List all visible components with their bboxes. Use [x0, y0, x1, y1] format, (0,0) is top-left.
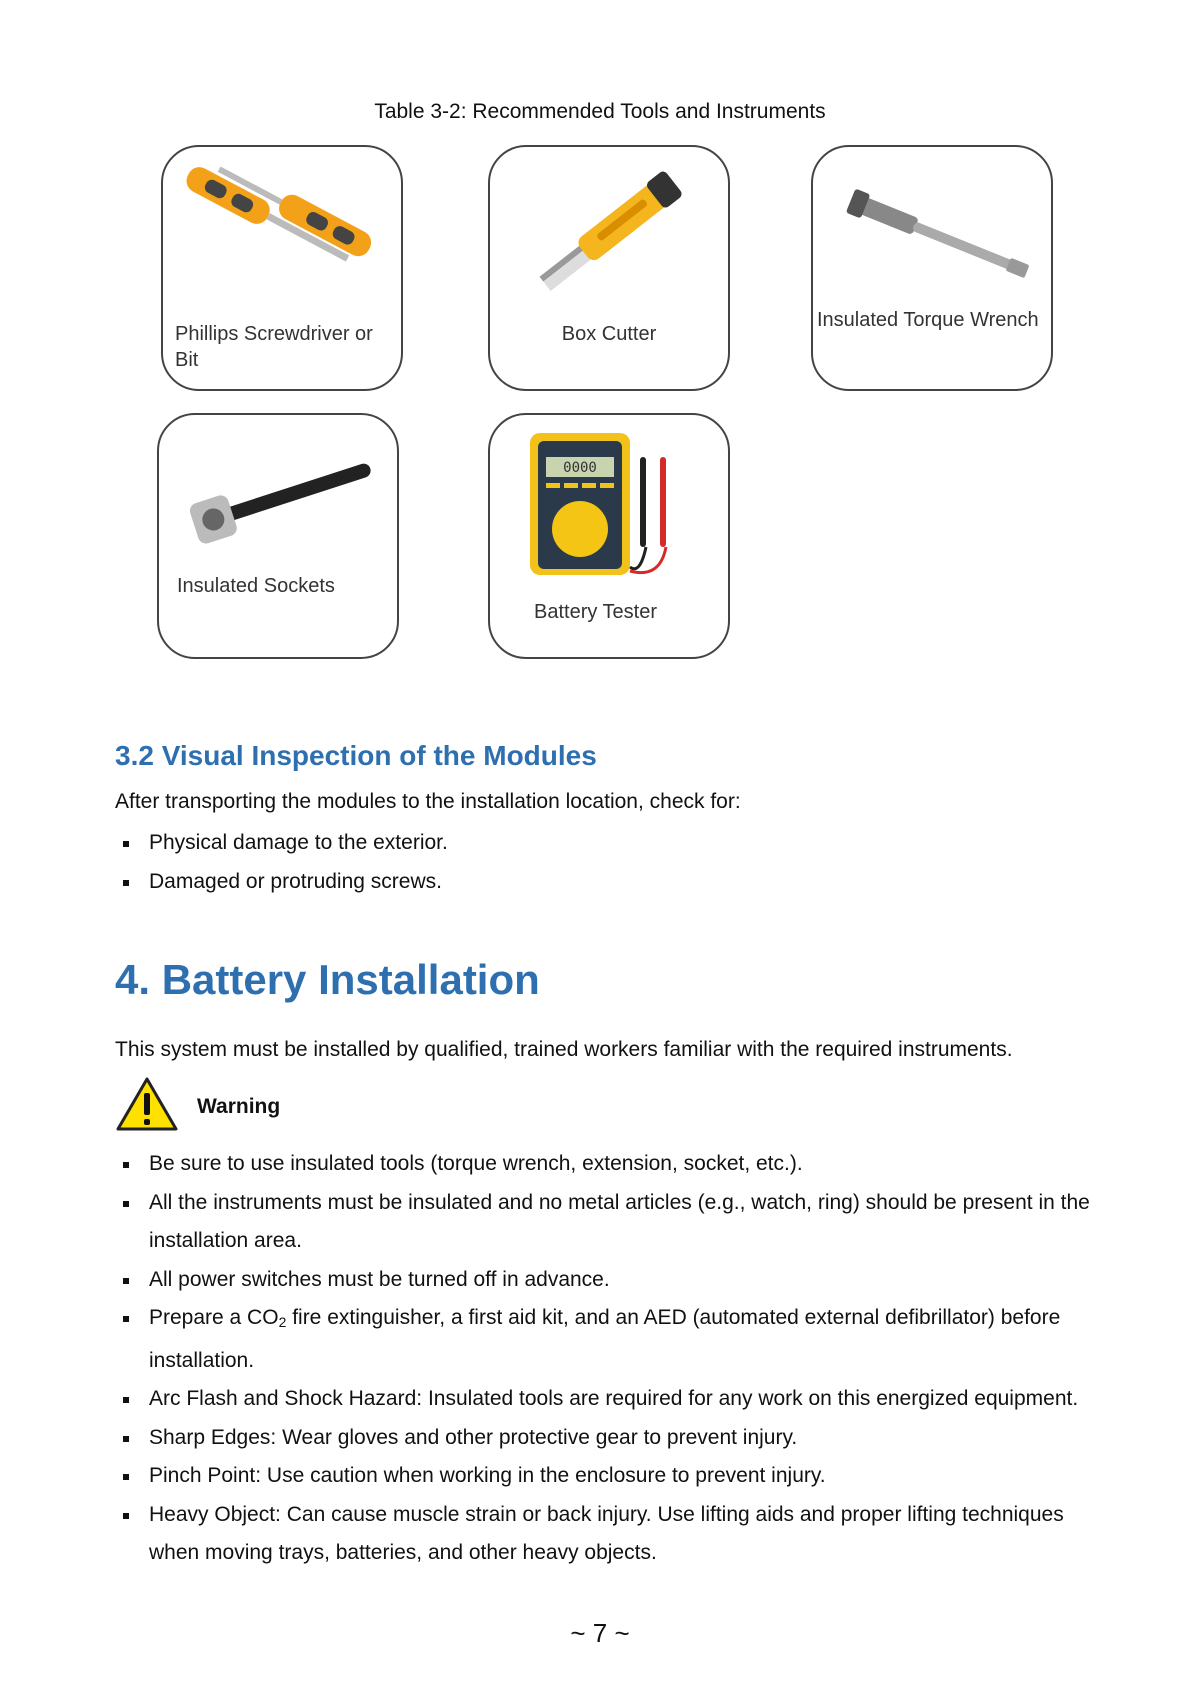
screwdriver-icon [173, 157, 393, 307]
tool-card-torque-wrench [811, 145, 1053, 391]
list-item: All the instruments must be insulated and no metal articles (e.g., watch, ring) should be present in the installation area. [115, 1184, 1095, 1261]
list-item: Physical damage to the exterior. [115, 824, 1095, 863]
tool-label: Insulated Sockets [177, 575, 335, 597]
tool-label: Box Cutter [561, 323, 657, 345]
list-item: Arc Flash and Shock Hazard: Insulated tools are required for any work on this energized equipment. [115, 1380, 1095, 1419]
list-item: Be sure to use insulated tools (torque wrench, extension, socket, etc.). [115, 1145, 1095, 1184]
section-4-heading: 4. Battery Installation [115, 956, 540, 1003]
list-item: Prepare a $CO_2$ fire extinguisher, a first aid kit, and an AED (automated external defibrillator) before installation. [115, 1299, 1095, 1380]
warning-triangle-icon [115, 1076, 179, 1132]
list-item: All power switches must be turned off in advance. [115, 1261, 1095, 1300]
tool-card-battery-tester [488, 413, 730, 659]
torque-wrench-icon [823, 177, 1043, 297]
section-3-2-intro: After transporting the modules to the installation location, check for: [115, 790, 741, 813]
section-4-intro: This system must be installed by qualified, trained workers familiar with the required instruments. [115, 1038, 1013, 1061]
box-cutter-icon [510, 167, 710, 307]
warning-list [115, 1145, 1095, 1573]
socket-wrench-icon [169, 435, 389, 555]
list-item: Heavy Object: Can cause muscle strain or back injury. Use lifting aids and proper lifting techniques when moving trays, batteries, and other heavy objects. [115, 1496, 1095, 1573]
warning-label: Warning [197, 1095, 281, 1118]
inspection-list [115, 824, 1095, 901]
battery-tester-icon [520, 427, 700, 587]
tool-card-sockets [157, 413, 399, 659]
table-caption: Table 3-2: Recommended Tools and Instruments [374, 100, 826, 123]
tool-label: Phillips Screwdriver or Bit [175, 323, 373, 371]
tool-label: Insulated Torque Wrench [817, 309, 1039, 331]
list-item: Damaged or protruding screws. [115, 863, 1095, 902]
section-3-2-heading: 3.2 Visual Inspection of the Modules [115, 740, 597, 771]
tool-card-screwdriver [161, 145, 403, 391]
tool-card-box-cutter [488, 145, 730, 391]
list-item: Pinch Point: Use caution when working in the enclosure to prevent injury. [115, 1457, 1095, 1496]
page-number: ~ 7 ~ [570, 1618, 630, 1648]
list-item: Sharp Edges: Wear gloves and other protective gear to prevent injury. [115, 1419, 1095, 1458]
tester-display: 0000 [563, 460, 597, 476]
tool-label: Battery Tester [534, 601, 658, 623]
